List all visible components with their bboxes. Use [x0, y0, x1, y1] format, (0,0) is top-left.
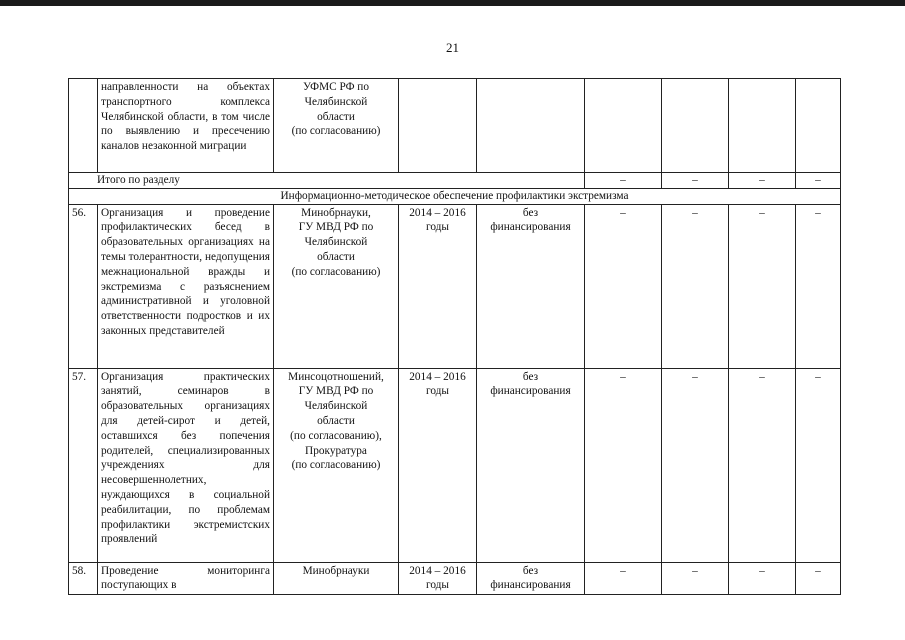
row-value-1: –	[585, 204, 662, 368]
row-value-4: –	[796, 368, 841, 562]
table-row	[69, 204, 841, 368]
total-value-3: –	[729, 173, 796, 189]
row-financing: без финансирования	[477, 368, 585, 562]
row-term: 2014 – 2016 годы	[399, 204, 477, 368]
table-row-continued	[69, 79, 841, 173]
row-executors: Минсоцотношений, ГУ МВД РФ по Челябинской области (по согласованию), Прокуратура (по согласованию)	[274, 368, 399, 562]
row-value-4: –	[796, 562, 841, 595]
row-number: 57.	[69, 368, 98, 562]
row-value-2	[662, 79, 729, 173]
row-number: 58.	[69, 562, 98, 595]
measures-table	[68, 78, 841, 595]
row-value-4: –	[796, 204, 841, 368]
total-value-2: –	[662, 173, 729, 189]
row-value-4	[796, 79, 841, 173]
row-description: Проведение мониторинга поступающих в	[98, 562, 274, 595]
row-financing: без финансирования	[477, 204, 585, 368]
row-value-1: –	[585, 562, 662, 595]
table-row-total	[69, 173, 841, 189]
total-label: Итого по разделу	[69, 173, 585, 189]
table-row	[69, 368, 841, 562]
page-number: 21	[446, 40, 459, 55]
row-value-3: –	[729, 368, 796, 562]
row-financing	[477, 79, 585, 173]
row-term	[399, 79, 477, 173]
row-value-1	[585, 79, 662, 173]
row-description: Организация практических занятий, семинаров в образовательных организациях для детей-сирот и детей, оставшихся без попечения родителей, специализированных учреждениях для несовершеннолетних, нуждающихся в социальной реабилитации, по проблемам профилактики экстремистских проявлений	[98, 368, 274, 562]
total-value-1: –	[585, 173, 662, 189]
section-title: Информационно-методическое обеспечение профилактики экстремизма	[69, 188, 841, 204]
row-term: 2014 – 2016 годы	[399, 562, 477, 595]
row-executors: Минобрнауки, ГУ МВД РФ по Челябинской области (по согласованию)	[274, 204, 399, 368]
row-value-3: –	[729, 562, 796, 595]
row-executors: Минобрнауки	[274, 562, 399, 595]
row-term: 2014 – 2016 годы	[399, 368, 477, 562]
row-description: направленности на объектах транспортного комплекса Челябинской области, в том числе по выявлению и пресечению каналов незаконной миграции	[98, 79, 274, 173]
row-executors: УФМС РФ по Челябинской области (по согласованию)	[274, 79, 399, 173]
scan-top-edge	[0, 0, 905, 6]
row-value-1: –	[585, 368, 662, 562]
row-number: 56.	[69, 204, 98, 368]
section-header-row	[69, 188, 841, 204]
total-value-4: –	[796, 173, 841, 189]
row-value-2: –	[662, 204, 729, 368]
row-number-cell	[69, 79, 98, 173]
row-financing: без финансирования	[477, 562, 585, 595]
row-value-3: –	[729, 204, 796, 368]
row-value-2: –	[662, 368, 729, 562]
table-row	[69, 562, 841, 595]
row-description: Организация и проведение профилактических бесед в образовательных организациях на темы толерантности, недопущения межнациональной вражды и экстремизма с разъяснением административной и уголовной ответственности подростков и их законных представителей	[98, 204, 274, 368]
row-value-2: –	[662, 562, 729, 595]
row-value-3	[729, 79, 796, 173]
